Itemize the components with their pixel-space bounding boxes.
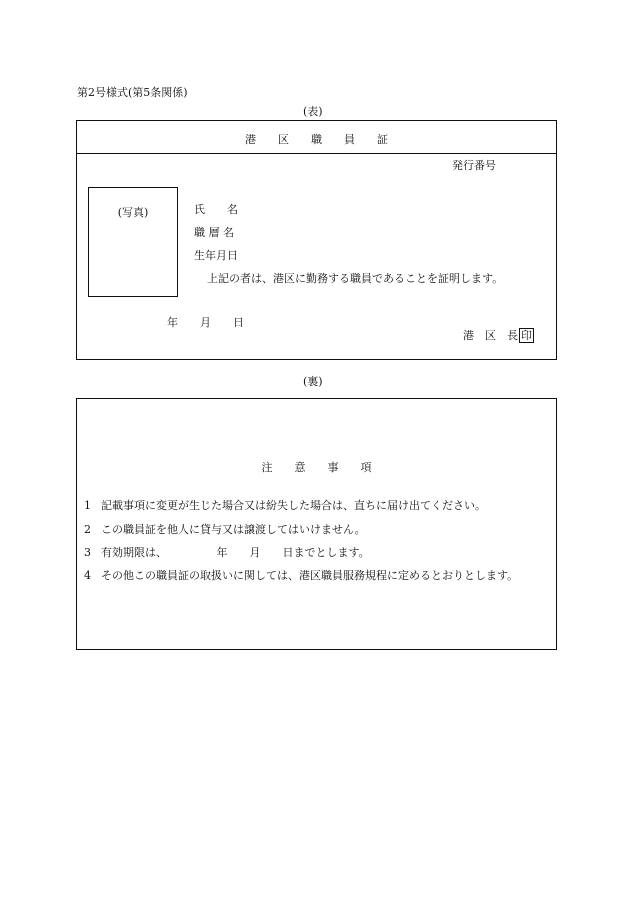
note-item bbox=[84, 567, 518, 583]
notes-title: 注 意 事 項 bbox=[261, 461, 372, 474]
note-item bbox=[84, 521, 366, 537]
note-text: 記載事項に変更が生じた場合又は紛失した場合は、直ちに届け出てください。 bbox=[101, 499, 486, 512]
note-text: 有効期限は、 年 月 日までとします。 bbox=[101, 546, 370, 559]
front-card bbox=[76, 120, 557, 360]
front-title: 港 区 職 員 証 bbox=[245, 133, 388, 146]
name-label: 氏 名 bbox=[194, 203, 238, 216]
issuer-signature bbox=[463, 327, 534, 343]
issue-date-label: 年 月 日 bbox=[167, 316, 244, 329]
photo-placeholder bbox=[88, 187, 178, 297]
note-number: 4 bbox=[84, 569, 91, 582]
back-side-label: (裏) bbox=[303, 375, 323, 388]
photo-label: (写真) bbox=[117, 206, 149, 219]
form-label: 第2号様式(第5条関係) bbox=[77, 86, 188, 99]
certification-text: 上記の者は、港区に勤務する職員であることを証明します。 bbox=[207, 272, 504, 285]
note-number: 3 bbox=[84, 546, 91, 559]
note-item bbox=[84, 497, 486, 513]
note-text: その他この職員証の取扱いに関しては、港区職員服務規程に定めるとおりとします。 bbox=[101, 569, 519, 582]
issuer-label: 港 区 長 bbox=[463, 329, 518, 342]
birthdate-label: 生年月日 bbox=[194, 249, 238, 262]
note-item bbox=[84, 544, 370, 560]
note-text: この職員証を他人に貸与又は譲渡してはいけません。 bbox=[101, 523, 366, 536]
note-number: 2 bbox=[84, 523, 91, 536]
issue-number-label: 発行番号 bbox=[452, 159, 496, 172]
official-seal: 印 bbox=[521, 329, 532, 342]
front-side-label: (表) bbox=[303, 105, 323, 118]
front-title-divider bbox=[77, 153, 556, 154]
position-label: 職 層 名 bbox=[194, 226, 234, 239]
note-number: 1 bbox=[84, 499, 91, 512]
back-card bbox=[76, 398, 557, 650]
